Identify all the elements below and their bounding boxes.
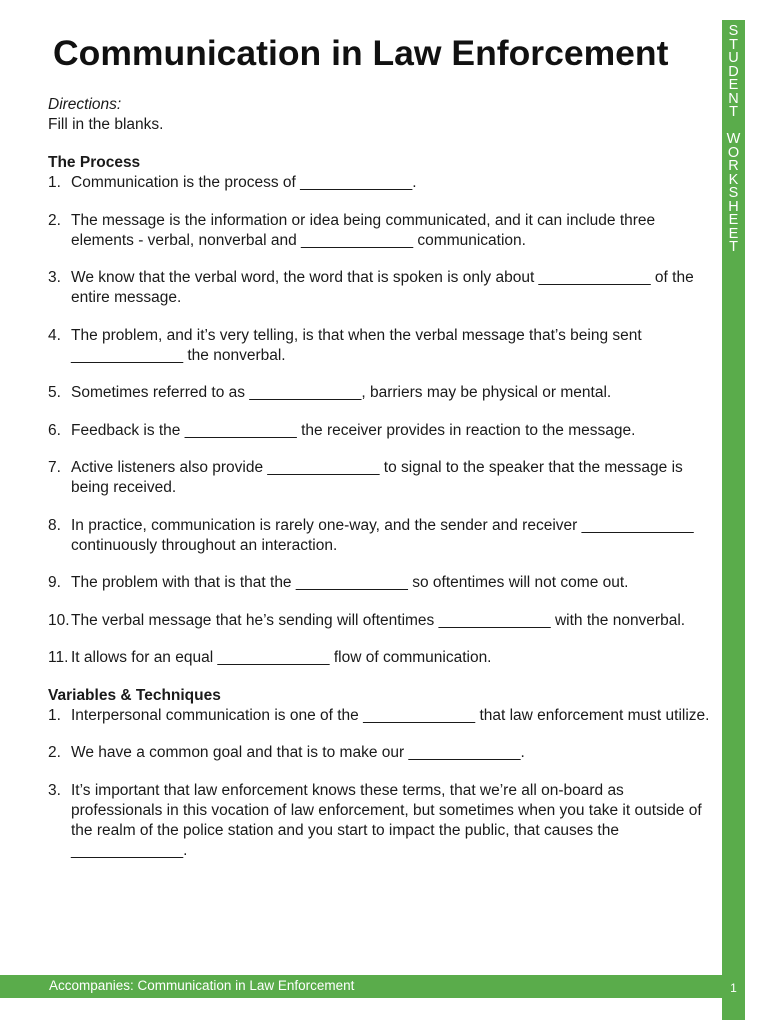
question-item: [48, 611, 713, 631]
section-heading: Variables & Techniques: [48, 686, 221, 704]
footer-text: Accompanies: Communication in Law Enforcement: [49, 978, 355, 993]
side-label: [722, 25, 745, 255]
side-label-letter: K: [728, 171, 739, 188]
question-number: 4.: [48, 326, 61, 344]
side-label-letter: E: [728, 77, 739, 93]
question-number: 9.: [48, 574, 61, 591]
question-number: 8.: [48, 516, 61, 534]
question-text: Interpersonal communication is one of the _____________ that law enforcement must utilize.: [71, 706, 710, 724]
question-text: Feedback is the _____________ the receiver provides in reaction to the message.: [71, 421, 636, 439]
page-number: 1: [730, 981, 737, 995]
question-number: 5.: [48, 384, 61, 401]
question-text: It’s important that law enforcement knows these terms, that we’re all on-board as professionals in this vocation of law enforcement, but sometimes when you take it outside of the realm of the police station and you start to impact the public, that causes the _____________.: [71, 781, 702, 859]
side-label-letter: S: [728, 185, 739, 201]
question-text: We have a common goal and that is to make our _____________.: [71, 744, 525, 761]
question-item: [48, 268, 713, 308]
side-label-letter: E: [728, 225, 739, 242]
side-label-letter: T: [729, 104, 738, 120]
side-label-letter: D: [728, 63, 739, 80]
question-text: Communication is the process of _____________.: [71, 174, 417, 191]
question-number: 1.: [48, 174, 61, 191]
question-text: The verbal message that he’s sending will oftentimes _____________ with the nonverbal.: [71, 611, 686, 629]
side-label-letter: U: [728, 50, 739, 66]
question-item: [48, 383, 713, 403]
page-title: Communication in Law Enforcement: [53, 33, 669, 73]
question-number: 2.: [48, 211, 61, 229]
directions-text: Fill in the blanks.: [48, 116, 164, 133]
worksheet-content: [48, 95, 713, 878]
side-label-letter: E: [728, 212, 739, 228]
question-item: [48, 173, 713, 193]
question-item: [48, 421, 713, 441]
question-item: [48, 648, 713, 668]
section-process: [48, 153, 713, 668]
question-item: [48, 573, 713, 593]
question-number: 3.: [48, 269, 61, 286]
side-label-letter: H: [728, 198, 739, 215]
question-number: 2.: [48, 744, 61, 761]
question-number: 3.: [48, 781, 61, 799]
question-number: 7.: [48, 459, 61, 476]
question-text: The message is the information or idea being communicated, and it can include three elements - verbal, nonverbal and _____________ communication.: [71, 211, 656, 249]
question-text: We know that the verbal word, the word that is spoken is only about _____________ of the entire message.: [71, 269, 694, 306]
footer-bar: [0, 975, 722, 998]
section-heading: The Process: [48, 154, 141, 171]
question-text: Sometimes referred to as _____________, barriers may be physical or mental.: [71, 384, 612, 401]
question-list: [48, 173, 713, 668]
side-label-letter: T: [729, 36, 738, 53]
side-label-letter: W: [726, 131, 741, 147]
side-label-letter: N: [728, 90, 739, 107]
side-label-letter: O: [727, 144, 740, 161]
question-list: [48, 706, 713, 861]
question-item: [48, 326, 713, 366]
question-number: 1.: [48, 706, 61, 724]
question-item: [48, 781, 713, 861]
question-text: It allows for an equal _____________ flow of communication.: [71, 649, 492, 666]
question-item: [48, 458, 713, 498]
question-text: In practice, communication is rarely one-way, and the sender and receiver _____________ continuously throughout an interaction.: [71, 516, 694, 554]
question-text: The problem, and it’s very telling, is that when the verbal message that’s being sent _____________ the nonverbal.: [71, 326, 642, 364]
question-number: 10.: [48, 611, 70, 629]
question-number: 6.: [48, 421, 61, 439]
question-item: [48, 211, 713, 251]
question-item: [48, 516, 713, 556]
question-number: 11.: [48, 649, 69, 666]
side-label-letter: R: [728, 158, 739, 174]
side-label-bar: [722, 20, 745, 1020]
section-variables-techniques: [48, 686, 713, 861]
side-label-letter: S: [728, 23, 739, 39]
question-text: Active listeners also provide _____________ to signal to the speaker that the message is being received.: [71, 459, 683, 496]
question-item: [48, 706, 713, 726]
question-item: [48, 743, 713, 763]
question-text: The problem with that is that the _____________ so oftentimes will not come out.: [71, 574, 629, 591]
side-label-letter: T: [729, 239, 738, 255]
directions-label: Directions:: [48, 96, 122, 113]
directions: [48, 95, 713, 135]
